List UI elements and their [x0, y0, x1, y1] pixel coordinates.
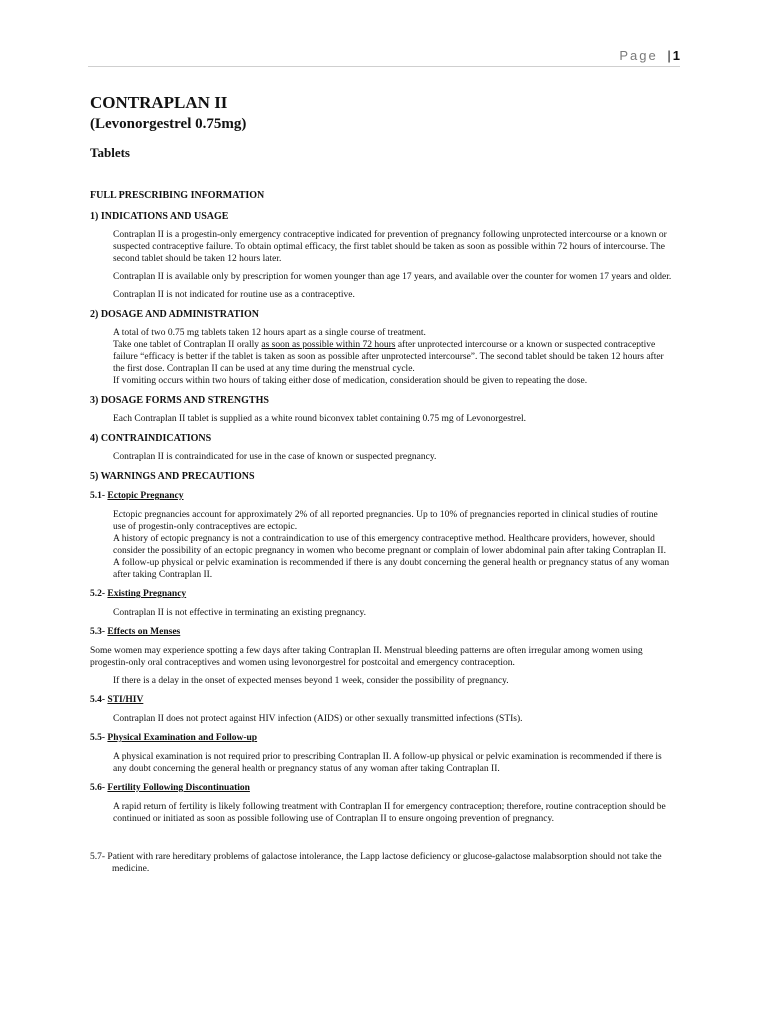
- section-1-paragraph: Contraplan II is not indicated for routine use as a contraceptive.: [113, 290, 355, 300]
- section-5-heading: 5) WARNINGS AND PRECAUTIONS: [90, 471, 255, 482]
- subsection-title: Physical Examination and Follow-up: [107, 733, 258, 743]
- subsection-5-5-heading: [90, 732, 672, 745]
- subsection-5-2-heading: [90, 588, 672, 601]
- subsection-paragraph: If there is a delay in the onset of expected menses beyond 1 week, consider the possibility of pregnancy.: [113, 676, 509, 686]
- section-4-paragraph: Contraplan II is contraindicated for use in the case of known or suspected pregnancy.: [113, 452, 437, 462]
- subsection-paragraph: Ectopic pregnancies account for approximately 2% of all reported pregnancies. Up to 10% of pregnancies reported in clinical studies of routine use of progestin-only contraceptives are ectopic.: [113, 510, 658, 532]
- section-2-line: [90, 339, 672, 375]
- subsection-5-7-paragraph: 5.7- Patient with rare hereditary problems of galactose intolerance, the Lapp lactose deficiency or glucose-galactose malabsorption should not take the medicine.: [90, 852, 662, 874]
- page-header: [0, 48, 680, 63]
- section-3-paragraph: Each Contraplan II tablet is supplied as a white round biconvex tablet containing 0.75 mg of Levonorgestrel.: [113, 414, 526, 424]
- subsection-paragraph: A rapid return of fertility is likely following treatment with Contraplan II for emergency contraception; therefore, routine contraception should be continued or initiated as soon as possible following use of Contraplan II to ensure ongoing prevention of pregnancy.: [113, 802, 666, 824]
- subsection-5-3-heading: [90, 626, 672, 639]
- subsection-number: 5.3-: [90, 627, 106, 637]
- drug-form: Tablets: [90, 145, 130, 160]
- page-label: Page: [619, 48, 658, 63]
- section-2-text: Take one tablet of Contraplan II orally: [113, 340, 262, 350]
- section-3-heading: 3) DOSAGE FORMS AND STRENGTHS: [90, 395, 269, 406]
- section-2-heading: 2) DOSAGE AND ADMINISTRATION: [90, 309, 260, 320]
- drug-name: CONTRAPLAN II: [90, 93, 228, 112]
- subsection-title: Existing Pregnancy: [107, 589, 187, 599]
- fpi-heading: FULL PRESCRIBING INFORMATION: [90, 190, 265, 201]
- subsection-number: 5.6-: [90, 783, 106, 793]
- subsection-paragraph: A physical examination is not required prior to prescribing Contraplan II. A follow-up physical or pelvic examination is recommended if there is any doubt concerning the general health or pregnancy status of any woman after taking Contraplan II.: [113, 752, 662, 774]
- subsection-title: STI/HIV: [107, 695, 144, 705]
- subsection-paragraph: Contraplan II is not effective in terminating an existing pregnancy.: [113, 608, 366, 618]
- page-number: 1: [672, 48, 680, 63]
- subsection-paragraph: A history of ectopic pregnancy is not a contraindication to use of this emergency contraceptive method. Healthcare providers, however, should consider the possibility of an ectopic pregnancy in women who become pregnant or complain of lower abdominal pain after taking Contraplan II. A follow-up physical or pelvic examination is recommended if there is any doubt concerning the general health or pregnancy status of any woman after taking Contraplan II.: [113, 534, 670, 580]
- subsection-5-1-heading: [90, 490, 672, 503]
- subsection-5-4-heading: [90, 694, 672, 707]
- section-1-paragraph: Contraplan II is a progestin-only emergency contraceptive indicated for prevention of pregnancy following unprotected intercourse or a known or suspected contraceptive failure. To obtain optimal efficacy, the first tablet should be taken as soon as possible within 72 hours of intercourse. The second tablet should be taken 12 hours later.: [113, 230, 667, 264]
- subsection-title: Effects on Menses: [107, 627, 181, 637]
- subsection-number: 5.1-: [90, 491, 106, 501]
- subsection-5-6-heading: [90, 782, 672, 795]
- subsection-number: 5.5-: [90, 733, 106, 743]
- subsection-title: Ectopic Pregnancy: [107, 491, 184, 501]
- page-separator: |: [667, 48, 673, 63]
- subsection-number: 5.4-: [90, 695, 106, 705]
- section-1-paragraph: Contraplan II is available only by prescription for women younger than age 17 years, and available over the counter for women 17 years and older.: [113, 272, 672, 282]
- subsection-number: 5.2-: [90, 589, 106, 599]
- drug-ingredient: (Levonorgestrel 0.75mg): [90, 116, 247, 132]
- section-2-text: after unprotected intercourse or a known or suspected contraceptive failure “efficacy is better if the tablet is taken as soon as possible after unprotected intercourse”. The second tablet should be taken 12 hours after the first dose. Contraplan II can be used at any time during the menstrual cycle.: [113, 340, 664, 374]
- subsection-paragraph: Some women may experience spotting a few days after taking Contraplan II. Menstrual bleeding patterns are often irregular among women using progestin-only oral contraceptives and women using levonorgestrel for postcoital and emergency contraception.: [90, 646, 643, 668]
- document-body: [90, 92, 672, 881]
- subsection-paragraph: Contraplan II does not protect against HIV infection (AIDS) or other sexually transmitted infections (STIs).: [113, 714, 523, 724]
- header-divider: [88, 66, 680, 67]
- section-1-heading: 1) INDICATIONS AND USAGE: [90, 211, 229, 222]
- subsection-title: Fertility Following Discontinuation: [107, 783, 250, 793]
- section-4-heading: 4) CONTRAINDICATIONS: [90, 433, 212, 444]
- section-2-underlined-text: as soon as possible within 72 hours: [261, 340, 396, 350]
- section-2-line: A total of two 0.75 mg tablets taken 12 hours apart as a single course of treatment.: [113, 328, 426, 338]
- section-2-line: If vomiting occurs within two hours of taking either dose of medication, consideration should be given to repeating the dose.: [113, 376, 588, 386]
